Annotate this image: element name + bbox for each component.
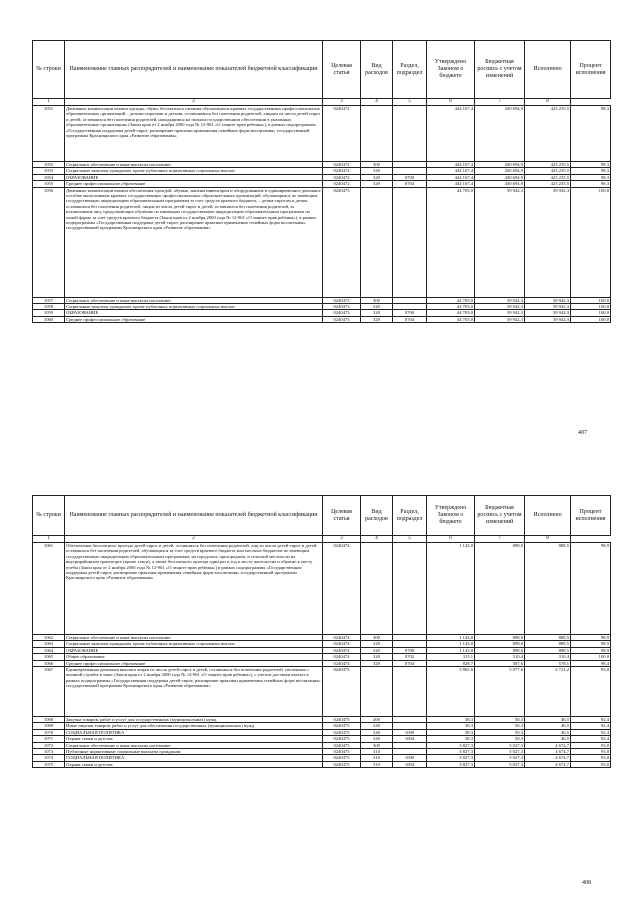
row-name: Социальное обеспечение и иные выплаты населению: [65, 297, 323, 303]
row-approved: 444 167,4: [427, 174, 475, 180]
header-name: Наименование главных распорядителей и наименование показателей бюджетной классификации: [65, 496, 323, 536]
row-budget: 5 027,3: [475, 742, 525, 748]
row-article: 0240475: [323, 717, 361, 723]
row-budget: 39 942,3: [475, 297, 525, 303]
row-article: 0240473: [323, 310, 361, 316]
row-name: Общее образование: [65, 654, 323, 660]
row-article: 0240472: [323, 168, 361, 174]
row-executed: 4 674,7: [525, 755, 571, 761]
header-expense-type: Вид расходов: [361, 496, 393, 536]
budget-table-page-2: [32, 495, 610, 768]
row-executed: 888,5: [525, 543, 571, 635]
row-type: 320: [361, 641, 393, 647]
row-name: Социальные выплаты гражданам, кроме публичных нормативных социальных выплат: [65, 304, 323, 310]
budget-table-page-1: [32, 40, 610, 323]
row-budget: 39 942,3: [475, 187, 525, 297]
row-executed: 4 674,7: [525, 749, 571, 755]
row-section: 1004: [393, 736, 427, 742]
row-approved: 44 703,0: [427, 187, 475, 297]
row-section: 0700: [393, 174, 427, 180]
column-number: 2: [65, 536, 323, 543]
row-approved: 44 703,0: [427, 310, 475, 316]
row-name: Публичные нормативные социальные выплаты гражданам: [65, 749, 323, 755]
row-article: 0240475: [323, 742, 361, 748]
row-percent: 93,0: [571, 742, 611, 748]
column-number: 8: [525, 536, 571, 543]
row-approved: 3 827,3: [427, 761, 475, 767]
row-type: [361, 543, 393, 635]
table-row: [33, 543, 611, 635]
row-budget: 430 694,9: [475, 162, 525, 168]
row-name: Социальные выплаты гражданам, кроме публичных нормативных социальных выплат: [65, 641, 323, 647]
row-percent: 93,0: [571, 667, 611, 717]
row-type: 200: [361, 717, 393, 723]
row-number: 1053: [33, 168, 65, 174]
header-name: Наименование главных распорядителей и наименование показателей бюджетной классификации: [65, 41, 323, 99]
row-article: 0240474: [323, 654, 361, 660]
row-executed: 4 674,7: [525, 761, 571, 767]
header-approved: Утверждено Законом о бюджете: [427, 41, 475, 99]
row-executed: 888,5: [525, 647, 571, 653]
row-type: 300: [361, 297, 393, 303]
row-section: 0704: [393, 660, 427, 666]
header-target-article: Целевая статья: [323, 41, 361, 99]
row-article: 0240474: [323, 647, 361, 653]
row-section: 1000: [393, 729, 427, 735]
row-percent: 92,4: [571, 723, 611, 729]
row-executed: 39 942,3: [525, 297, 571, 303]
row-section: 1004: [393, 761, 427, 767]
row-type: 310: [361, 761, 393, 767]
column-number: 5: [393, 536, 427, 543]
row-type: 300: [361, 635, 393, 641]
row-approved: 444 167,4: [427, 181, 475, 187]
row-name: Среднее профессиональное образование: [65, 660, 323, 666]
row-article: 0240472: [323, 106, 361, 162]
row-name: Обеспечение бесплатного проезда детей-сирот и детей, оставшихся без попечения родителей, лиц из числа детей-сирот и детей, оставшихся без попечения родителей, обучающихся за счет средств краевого бюджета или местных бюджетов по имеющим государственную аккредитацию образовательным программам, на городском, пригородном, в сельской местности на внутрирайонном транспорте (кроме такси), а также бесплатного проезда один раз в год к месту жительства и обратно к месту учебы (Закон края от 2 ноября 2000 года № 12-961 «О защите прав ребенка») в рамках подпрограммы «Государственная поддержка детей-сирот, расширение практики применения семейных форм воспитания» государственной программы Красноярского края «Развитие образования»: [65, 543, 323, 635]
row-approved: 38,3: [427, 729, 475, 735]
table-row: [33, 761, 611, 767]
column-number: 2: [65, 99, 323, 106]
column-number: 5: [393, 99, 427, 106]
row-percent: 98,9: [571, 635, 611, 641]
row-number: 1059: [33, 310, 65, 316]
row-name: ОБРАЗОВАНИЕ: [65, 647, 323, 653]
row-percent: 98,9: [571, 647, 611, 653]
row-name: Социальные выплаты гражданам, кроме публичных нормативных социальных выплат: [65, 168, 323, 174]
row-type: 310: [361, 749, 393, 755]
row-budget: 5 027,3: [475, 755, 525, 761]
row-budget: 430 694,9: [475, 181, 525, 187]
row-number: 1061: [33, 543, 65, 635]
row-executed: 888,5: [525, 635, 571, 641]
row-type: 320: [361, 316, 393, 322]
row-number: 1064: [33, 647, 65, 653]
row-budget: 898,0: [475, 641, 525, 647]
row-executed: 423 235,5: [525, 162, 571, 168]
row-article: 0240474: [323, 641, 361, 647]
row-budget: 39 942,3: [475, 310, 525, 316]
row-number: 1067: [33, 667, 65, 717]
row-type: 320: [361, 174, 393, 180]
row-type: [361, 667, 393, 717]
row-percent: 98,9: [571, 641, 611, 647]
row-type: 320: [361, 181, 393, 187]
row-name: Социальное обеспечение и иные выплаты населению: [65, 635, 323, 641]
row-percent: 98,4: [571, 660, 611, 666]
row-executed: 888,5: [525, 641, 571, 647]
row-percent: 98,3: [571, 181, 611, 187]
row-type: 320: [361, 310, 393, 316]
row-section: [393, 667, 427, 717]
row-percent: 100,0: [571, 310, 611, 316]
row-budget: 50,3: [475, 717, 525, 723]
row-executed: 423 235,5: [525, 181, 571, 187]
row-executed: 46,5: [525, 723, 571, 729]
row-approved: 38,3: [427, 736, 475, 742]
row-executed: 39 942,3: [525, 187, 571, 297]
row-executed: 423 235,5: [525, 174, 571, 180]
row-article: 0240475: [323, 736, 361, 742]
row-number: 1057: [33, 297, 65, 303]
row-type: 300: [361, 742, 393, 748]
row-percent: 100,0: [571, 297, 611, 303]
row-budget: 430 694,9: [475, 174, 525, 180]
row-article: 0240473: [323, 304, 361, 310]
row-number: 1074: [33, 755, 65, 761]
row-percent: 93,0: [571, 761, 611, 767]
table-body: [33, 543, 611, 768]
row-percent: 98,3: [571, 168, 611, 174]
row-budget: 430 694,9: [475, 106, 525, 162]
row-number: 1056: [33, 187, 65, 297]
row-percent: 93,0: [571, 749, 611, 755]
column-number: 7: [475, 536, 525, 543]
row-percent: 98,3: [571, 174, 611, 180]
row-section: 0700: [393, 310, 427, 316]
row-budget: 5 027,3: [475, 761, 525, 767]
row-percent: 92,4: [571, 736, 611, 742]
row-name: Среднее профессиональное образование: [65, 181, 323, 187]
column-number: 6: [427, 99, 475, 106]
header-target-article: Целевая статья: [323, 496, 361, 536]
header-budget-list: Бюджетная роспись с учетом изменений: [475, 41, 525, 99]
row-executed: 39 942,3: [525, 310, 571, 316]
row-percent: 92,4: [571, 729, 611, 735]
row-approved: 3 865,6: [427, 667, 475, 717]
row-number: 1075: [33, 761, 65, 767]
row-name: Социальное обеспечение и иные выплаты населению: [65, 742, 323, 748]
header-section: Раздел, подраздел: [393, 496, 427, 536]
row-approved: 444 167,4: [427, 168, 475, 174]
page-number: 407: [578, 430, 587, 436]
row-percent: 98,9: [571, 543, 611, 635]
row-approved: 38,3: [427, 717, 475, 723]
table-row: [33, 106, 611, 162]
row-executed: 4 674,7: [525, 742, 571, 748]
column-number: 7: [475, 99, 525, 106]
row-budget: 50,3: [475, 736, 525, 742]
row-number: 1060: [33, 316, 65, 322]
row-number: 1063: [33, 641, 65, 647]
row-article: 0240475: [323, 755, 361, 761]
row-type: 240: [361, 736, 393, 742]
row-name: Охрана семьи и детства: [65, 761, 323, 767]
budget-table: [32, 495, 611, 768]
row-name: ОБРАЗОВАНИЕ: [65, 174, 323, 180]
row-article: 0240475: [323, 723, 361, 729]
row-name: Социальное обеспечение и иные выплаты населению: [65, 162, 323, 168]
row-approved: 1 143,8: [427, 635, 475, 641]
row-section: 0700: [393, 647, 427, 653]
row-section: 1000: [393, 755, 427, 761]
row-executed: 578,1: [525, 660, 571, 666]
row-type: 240: [361, 729, 393, 735]
row-article: 0240475: [323, 749, 361, 755]
row-percent: 100,0: [571, 304, 611, 310]
row-percent: 93,0: [571, 755, 611, 761]
row-article: 0240475: [323, 729, 361, 735]
row-approved: 44 703,0: [427, 316, 475, 322]
row-percent: 100,0: [571, 316, 611, 322]
column-number: 6: [427, 536, 475, 543]
row-budget: 39 942,3: [475, 316, 525, 322]
row-type: [361, 187, 393, 297]
row-name: Денежные компенсации взамен обеспечения одеждой, обувью, мягким инвентарем и оборудованием и единовременное денежное пособие выпускникам краевых государственных профессиональных образовательных организаций, обучающимся по имеющим государственную аккредитацию образовательным программам за счет средств краевого бюджета, – детям-сиротам и детям, оставшимся без попечения родителей, лицам из числа детей-сирот и детей, оставшихся без попечения родителей, за исключением лиц, продолжающих обучение по имеющим государственную аккредитацию образовательным программам по очной форме за счет средств краевого бюджета (Закон края от 2 ноября 2000 года № 12-961 «О защите прав ребенка»), в рамках подпрограммы «Государственная поддержка детей-сирот, расширение практики применения семейных форм воспитания» государственной программы Красноярского края «Развитие образования»: [65, 187, 323, 297]
row-type: 310: [361, 755, 393, 761]
table-row: [33, 667, 611, 717]
row-name: Среднее профессиональное образование: [65, 316, 323, 322]
row-approved: 444 167,4: [427, 106, 475, 162]
header-approved: Утверждено Законом о бюджете: [427, 496, 475, 536]
row-section: [393, 187, 427, 297]
row-budget: 898,0: [475, 543, 525, 635]
page-number: 408: [582, 880, 591, 886]
row-type: 300: [361, 162, 393, 168]
row-budget: 5 027,3: [475, 749, 525, 755]
table-row: [33, 316, 611, 322]
header-percent: Процент исполнения: [571, 496, 611, 536]
budget-table: [32, 40, 611, 323]
row-number: 1072: [33, 742, 65, 748]
row-type: 320: [361, 660, 393, 666]
column-number: 3: [323, 99, 361, 106]
row-article: 0240472: [323, 162, 361, 168]
row-name: Единовременная денежная выплата лицам из числа детей-сирот и детей, оставшихся без попечения родителей, уволенных с военной службы в запас (Закон края от 2 ноября 2000 года № 12-961 «О защите прав ребенка»), с учетом доставки выплат в рамках подпрограммы «Государственная поддержка детей-сирот, расширение практики применения семейных форм воспитания» государственной программы Красноярского края «Развитие образования»: [65, 667, 323, 717]
row-number: 1054: [33, 174, 65, 180]
column-number: 3: [323, 536, 361, 543]
row-approved: 3 827,3: [427, 749, 475, 755]
header-executed: Исполнено: [525, 496, 571, 536]
header-expense-type: Вид расходов: [361, 41, 393, 99]
row-percent: 100,0: [571, 654, 611, 660]
row-budget: 50,3: [475, 729, 525, 735]
row-number: 1066: [33, 660, 65, 666]
column-number: 4: [361, 99, 393, 106]
header-section: Раздел, подраздел: [393, 41, 427, 99]
row-article: 0240474: [323, 660, 361, 666]
row-section: [393, 543, 427, 635]
table-body: [33, 106, 611, 323]
row-type: 320: [361, 304, 393, 310]
row-executed: 4 721,2: [525, 667, 571, 717]
row-name: Охрана семьи и детства: [65, 736, 323, 742]
row-approved: 1 143,8: [427, 641, 475, 647]
row-executed: 39 942,3: [525, 316, 571, 322]
column-number: 1: [33, 99, 65, 106]
row-approved: 3 827,3: [427, 755, 475, 761]
row-article: 0240472: [323, 174, 361, 180]
row-article: 0240472: [323, 181, 361, 187]
row-name: СОЦИАЛЬНАЯ ПОЛИТИКА: [65, 729, 323, 735]
header-row-number: № строки: [33, 496, 65, 536]
table-row: [33, 187, 611, 297]
row-approved: 1 143,8: [427, 543, 475, 635]
row-name: Иные закупки товаров, работ и услуг для обеспечения государственных (муниципальных) нужд: [65, 723, 323, 729]
row-percent: 98,3: [571, 162, 611, 168]
row-approved: 1 143,8: [427, 647, 475, 653]
row-number: 1069: [33, 723, 65, 729]
row-budget: 430 694,9: [475, 168, 525, 174]
row-budget: 5 077,6: [475, 667, 525, 717]
row-type: [361, 106, 393, 162]
row-number: 1068: [33, 717, 65, 723]
row-executed: 423 235,5: [525, 168, 571, 174]
row-budget: 39 942,3: [475, 304, 525, 310]
row-article: 0240475: [323, 667, 361, 717]
row-approved: 828,7: [427, 660, 475, 666]
row-approved: 315,1: [427, 654, 475, 660]
row-number: 1052: [33, 162, 65, 168]
column-number: 8: [525, 99, 571, 106]
row-percent: 92,4: [571, 717, 611, 723]
row-section: 0702: [393, 654, 427, 660]
row-type: 240: [361, 723, 393, 729]
row-name: ОБРАЗОВАНИЕ: [65, 310, 323, 316]
header-budget-list: Бюджетная роспись с учетом изменений: [475, 496, 525, 536]
row-approved: 3 827,3: [427, 742, 475, 748]
row-section: 0704: [393, 181, 427, 187]
row-percent: 98,3: [571, 106, 611, 162]
row-type: 320: [361, 168, 393, 174]
row-approved: 38,3: [427, 723, 475, 729]
row-number: 1051: [33, 106, 65, 162]
row-number: 1058: [33, 304, 65, 310]
row-number: 1062: [33, 635, 65, 641]
row-number: 1071: [33, 736, 65, 742]
row-executed: 46,5: [525, 729, 571, 735]
header-executed: Исполнено: [525, 41, 571, 99]
row-section: [393, 106, 427, 162]
row-section: 0704: [393, 316, 427, 322]
row-type: 320: [361, 647, 393, 653]
row-executed: 39 942,3: [525, 304, 571, 310]
row-executed: 46,5: [525, 717, 571, 723]
row-number: 1065: [33, 654, 65, 660]
row-article: 0240473: [323, 187, 361, 297]
row-article: 0240474: [323, 635, 361, 641]
row-type: 320: [361, 654, 393, 660]
row-budget: 310,4: [475, 654, 525, 660]
row-budget: 50,3: [475, 723, 525, 729]
row-budget: 898,0: [475, 647, 525, 653]
row-name: СОЦИАЛЬНАЯ ПОЛИТИКА: [65, 755, 323, 761]
row-executed: 46,5: [525, 736, 571, 742]
row-article: 0240475: [323, 761, 361, 767]
row-article: 0240473: [323, 297, 361, 303]
row-name: Денежные компенсации взамен одежды, обуви, бесплатного питания обучающихся краевых государственных профессиональных образовательных организаций – детьми-сиротами и детьми, оставшимися без попечения родителей, лицами из числа детей-сирот и детей, оставшихся без попечения родителей, находящимся на полном государственном обеспечении в указанных образовательных организациях (Закон края от 2 ноября 2000 года № 12-961 «О защите прав ребенка»), в рамках подпрограммы «Государственная поддержка детей-сирот, расширение практики применения семейных форм воспитания» государственной программы Красноярского края «Развитие образования»: [65, 106, 323, 162]
row-article: 0240473: [323, 316, 361, 322]
row-executed: 310,4: [525, 654, 571, 660]
row-approved: 44 703,0: [427, 304, 475, 310]
row-number: 1070: [33, 729, 65, 735]
row-executed: 423 235,5: [525, 106, 571, 162]
row-budget: 587,6: [475, 660, 525, 666]
row-approved: 44 703,0: [427, 297, 475, 303]
header-row-number: № строки: [33, 41, 65, 99]
row-budget: 898,0: [475, 635, 525, 641]
row-name: Закупка товаров, работ и услуг для государственных (муниципальных) нужд: [65, 717, 323, 723]
row-number: 1073: [33, 749, 65, 755]
row-number: 1055: [33, 181, 65, 187]
header-percent: Процент исполнения: [571, 41, 611, 99]
row-approved: 444 167,4: [427, 162, 475, 168]
column-number: 1: [33, 536, 65, 543]
row-percent: 100,0: [571, 187, 611, 297]
row-article: 0240474: [323, 543, 361, 635]
column-number: 4: [361, 536, 393, 543]
